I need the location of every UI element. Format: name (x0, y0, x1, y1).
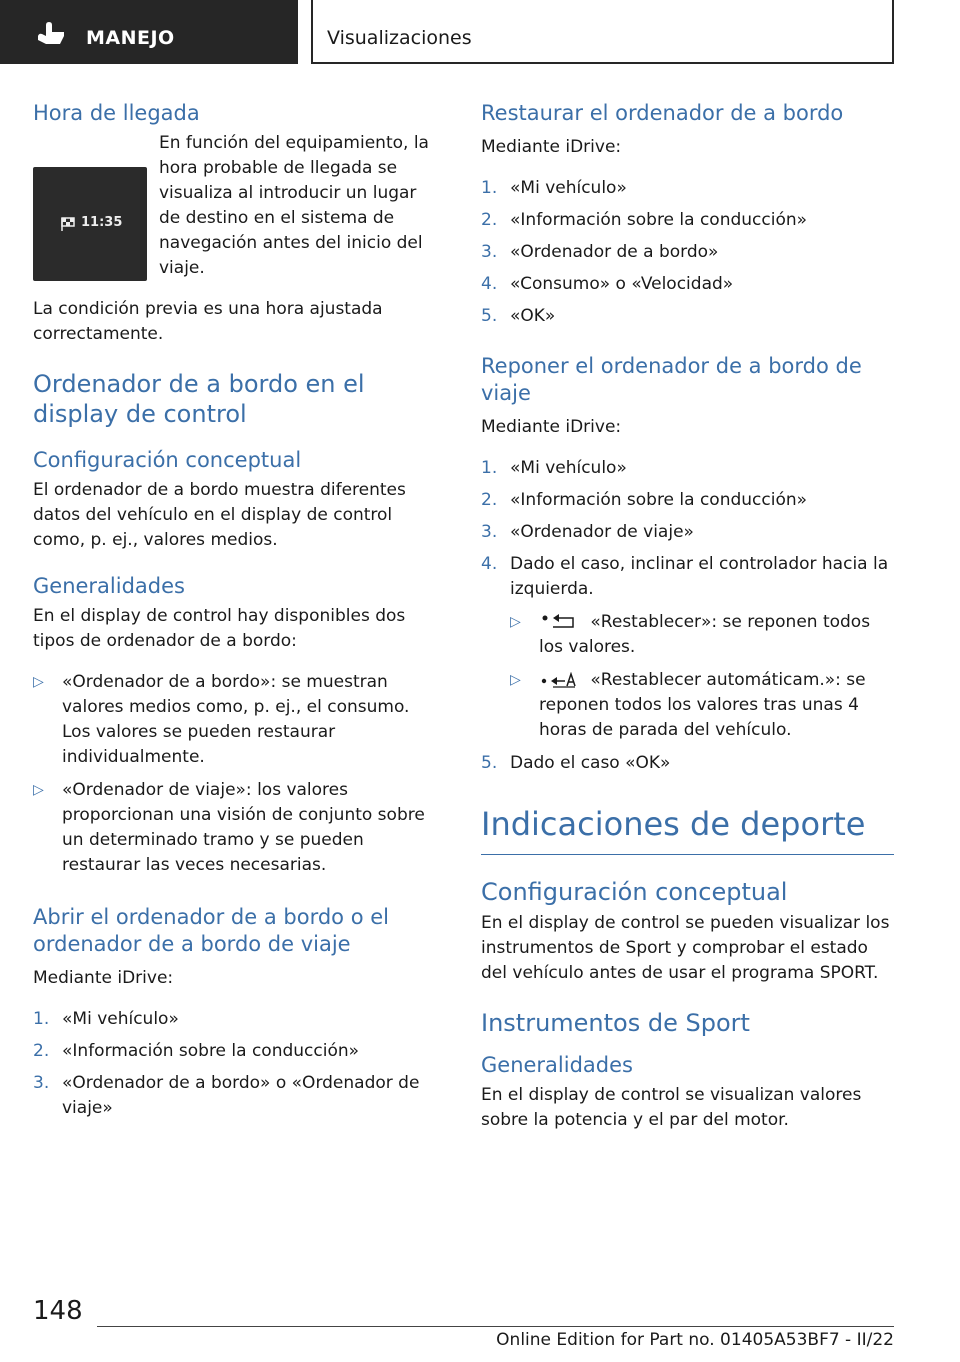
header-title: Visualizaciones (327, 27, 472, 49)
auto-reset-icon (539, 672, 585, 688)
arrival-note: La condición previa es una hora ajustada correctamente. (33, 299, 383, 344)
triangle-bullet-icon: ▷ (33, 674, 44, 690)
list-item: 4. «Consumo» o «Velocidad» (481, 274, 734, 294)
sport-title-rule (481, 854, 894, 855)
open-steps (33, 1007, 443, 1121)
list-item: 1. «Mi vehículo» (481, 458, 627, 478)
reset-icon (539, 614, 585, 630)
footer-rule (97, 1326, 894, 1327)
right-column (481, 100, 894, 1149)
instr-title: Instrumentos de Sport (481, 1009, 750, 1037)
instr-general-text: En el display de control se visualizan valores sobre la potencia y el par del motor. (481, 1085, 862, 1130)
left-column (33, 100, 443, 1137)
arrival-text: En función del equipamiento, la hora probable de llegada se visualiza al introducir un lugar de destino en el sistema de navegación antes del inicio del viaje. (159, 133, 429, 278)
list-item: 5. Dado el caso «OK» (481, 753, 671, 773)
general-list (33, 670, 443, 878)
restore-title: Restaurar el ordenador de a bordo (481, 101, 844, 125)
arrival-intro (33, 135, 443, 281)
sport-concept-title: Configuración conceptual (481, 878, 788, 906)
concept-title: Configuración conceptual (33, 448, 302, 472)
reset-intro: Mediante iDrive: (481, 417, 622, 437)
arrival-title: Hora de llegada (33, 101, 200, 125)
list-item: 3. «Ordenador de a bordo» o «Ordenador de viaje» (33, 1073, 420, 1118)
arrival-time-value: 11:35 (81, 215, 123, 230)
destination-flag-icon (60, 217, 78, 231)
triangle-bullet-icon: ▷ (510, 614, 521, 630)
header-section-label: MANEJO (86, 27, 175, 49)
sport-concept-text: En el display de control se pueden visualizar los instrumentos de Sport y comprobar el estado del vehículo antes de usar el programa SPORT. (481, 913, 890, 983)
list-item: ▷ «Restablecer automáticam.»: se reponen todos los valores tras unas 4 horas de parada del vehículo. (510, 670, 866, 740)
list-item: 3. «Ordenador de a bordo» (481, 242, 719, 262)
restore-intro: Mediante iDrive: (481, 137, 622, 157)
list-item: 2. «Información sobre la conducción» (481, 490, 808, 510)
reset-steps (481, 456, 894, 776)
general-text: En el display de control hay disponibles dos tipos de ordenador de a bordo: (33, 606, 406, 651)
hand-pointer-icon (34, 22, 68, 48)
triangle-bullet-icon: ▷ (510, 672, 521, 688)
list-item: 1. «Mi vehículo» (481, 178, 627, 198)
header-title-box (311, 0, 894, 64)
list-item: ▷ «Restablecer»: se reponen todos los valores. (510, 612, 871, 657)
concept-text: El ordenador de a bordo muestra diferentes datos del vehículo en el display de control como, p. ej., valores medios. (33, 480, 406, 550)
list-item: 4. Dado el caso, inclinar el controlador hacia la izquierda. ▷ «Restablecer»: se reponen todos los valores. ▷ «Restablecer automáticam.»: se reponen todos los valores tras unas 4 horas de parada del vehículo. (481, 552, 894, 743)
list-item: 5. «OK» (481, 306, 556, 326)
general-title: Generalidades (33, 574, 185, 598)
sport-title: Indicaciones de deporte (481, 805, 866, 843)
board-title: Ordenador de a bordo en el display de control (33, 370, 365, 428)
footer-edition: Online Edition for Part no. 01405A53BF7 - II/22 (496, 1330, 894, 1350)
page-number: 148 (33, 1296, 83, 1326)
instr-general-title: Generalidades (481, 1053, 633, 1077)
open-title: Abrir el ordenador de a bordo o el ordenador de a bordo de viaje (33, 905, 389, 956)
open-intro: Mediante iDrive: (33, 968, 174, 988)
list-item: 3. «Ordenador de viaje» (481, 522, 694, 542)
restore-steps (481, 176, 894, 329)
list-item: 1. «Mi vehículo» (33, 1009, 179, 1029)
reset-title: Reponer el ordenador de a bordo de viaje (481, 354, 862, 405)
list-item: ▷ «Ordenador de viaje»: los valores proporcionan una visión de conjunto sobre un determinado tramo y se pueden restaurar las veces necesarias. (33, 780, 425, 875)
list-item: 2. «Información sobre la conducción» (481, 210, 808, 230)
triangle-bullet-icon: ▷ (33, 782, 44, 798)
list-item: 2. «Información sobre la conducción» (33, 1041, 360, 1061)
arrival-time-screenshot (33, 167, 147, 281)
list-item: ▷ «Ordenador de a bordo»: se muestran valores medios como, p. ej., el consumo. Los valores se pueden restaurar individualmente. (33, 672, 410, 767)
reset-sub-list (510, 610, 894, 743)
header-section-tab (0, 0, 298, 64)
